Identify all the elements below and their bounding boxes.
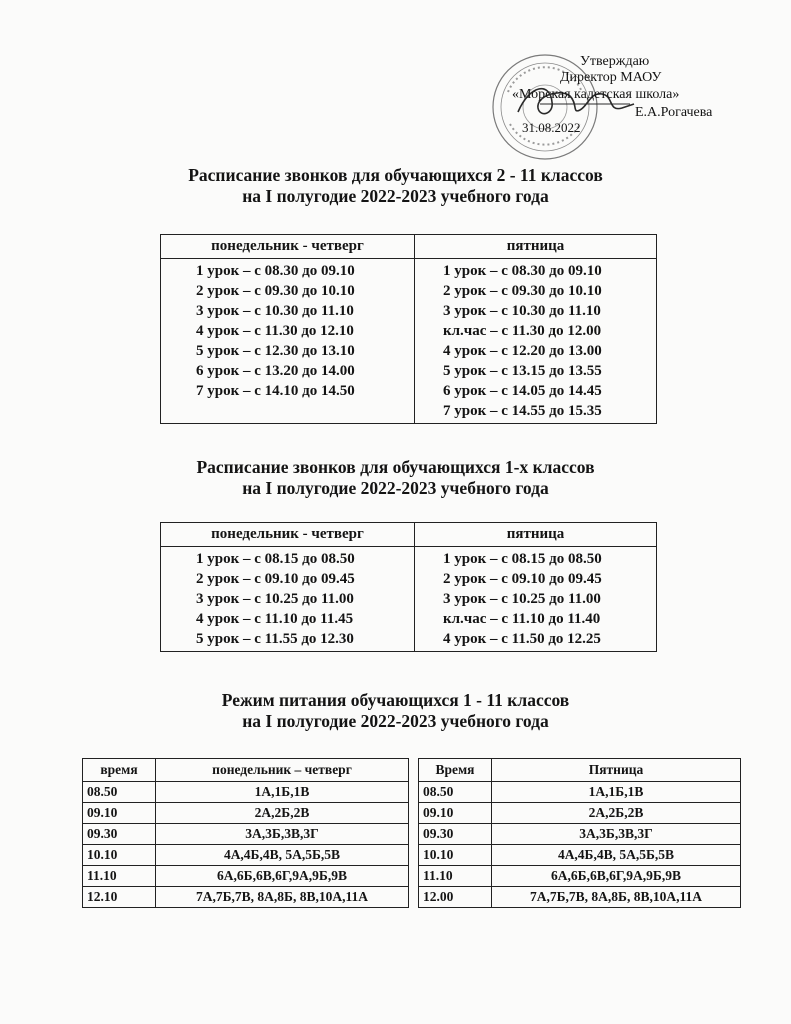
list-item: кл.час – с 11.30 до 12.00 (443, 323, 602, 339)
list-item: 6 урок – с 14.05 до 14.45 (443, 383, 602, 399)
table-row: 12.10 7А,7Б,7В, 8А,8Б, 8В,10А,11А (83, 887, 409, 908)
list-item: 6 урок – с 13.20 до 14.00 (196, 363, 355, 379)
list-item: 1 урок – с 08.30 до 09.10 (196, 263, 355, 279)
list-item: 1 урок – с 08.15 до 08.50 (196, 551, 355, 567)
list-item: 5 урок – с 12.30 до 13.10 (196, 343, 355, 359)
approval-line-approve: Утверждаю (580, 54, 650, 69)
table-row: 08.50 1А,1Б,1В (83, 782, 409, 803)
header-fri: пятница (415, 235, 657, 259)
table-row: 09.10 2А,2Б,2В (419, 803, 741, 824)
list-item: 4 урок – с 11.50 до 12.25 (443, 631, 601, 647)
list-item: 3 урок – с 10.25 до 11.00 (443, 591, 601, 607)
list-item: 4 урок – с 11.30 до 12.10 (196, 323, 354, 339)
schedule-2-11-left-cell (161, 259, 415, 424)
list-item: 4 урок – с 12.20 до 13.00 (443, 343, 602, 359)
list-item: кл.час – с 11.10 до 11.40 (443, 611, 601, 627)
approval-line-position: Директор МАОУ (560, 70, 662, 85)
table-row: 10.10 4А,4Б,4В, 5А,5Б,5В (83, 845, 409, 866)
schedule-2-11-table (160, 234, 657, 424)
list-item: 5 урок – с 13.15 до 13.55 (443, 363, 602, 379)
table-row: 10.10 4А,4Б,4В, 5А,5Б,5В (419, 845, 741, 866)
meal-header-fri: Пятница (492, 759, 741, 782)
table-row: 09.30 3А,3Б,3В,3Г (83, 824, 409, 845)
meal-title: Режим питания обучающихся 1 - 11 классов на I полугодие 2022-2023 учебного года (221, 690, 570, 731)
list-item: 2 урок – с 09.10 до 09.45 (196, 571, 355, 587)
meal-header-time: время (83, 759, 156, 782)
meal-header-mon-thu: понедельник – четверг (156, 759, 409, 782)
approval-line-school: «Морская кадетская школа» (512, 87, 680, 102)
schedule-1-title: Расписание звонков для обучающихся 1-х классов на I полугодие 2022-2023 учебного года (196, 457, 595, 498)
table-row: 09.10 2А,2Б,2В (83, 803, 409, 824)
list-item: 3 урок – с 10.30 до 11.10 (443, 303, 601, 319)
meal-table-fri (418, 758, 741, 908)
list-item: 5 урок – с 11.55 до 12.30 (196, 631, 354, 647)
table-row: 08.50 1А,1Б,1В (419, 782, 741, 803)
schedule-2-11-right-cell (415, 259, 657, 424)
list-item: 1 урок – с 08.30 до 09.10 (443, 263, 602, 279)
header-fri: пятница (415, 523, 657, 547)
approval-block (470, 54, 740, 144)
header-mon-thu: понедельник - четверг (161, 235, 415, 259)
schedule-1-left-cell (161, 547, 415, 652)
schedule-1-right-cell (415, 547, 657, 652)
list-item: 7 урок – с 14.55 до 15.35 (443, 403, 602, 419)
list-item: 7 урок – с 14.10 до 14.50 (196, 383, 355, 399)
table-row: 12.00 7А,7Б,7В, 8А,8Б, 8В,10А,11А (419, 887, 741, 908)
list-item: 1 урок – с 08.15 до 08.50 (443, 551, 602, 567)
list-item: 2 урок – с 09.30 до 10.10 (196, 283, 355, 299)
schedule-1-table (160, 522, 657, 652)
list-item: 2 урок – с 09.30 до 10.10 (443, 283, 602, 299)
list-item: 3 урок – с 10.30 до 11.10 (196, 303, 354, 319)
meal-table-mon-thu (82, 758, 409, 908)
list-item: 3 урок – с 10.25 до 11.00 (196, 591, 354, 607)
list-item: 2 урок – с 09.10 до 09.45 (443, 571, 602, 587)
list-item: 4 урок – с 11.10 до 11.45 (196, 611, 354, 627)
header-mon-thu: понедельник - четверг (161, 523, 415, 547)
table-row: 09.30 3А,3Б,3В,3Г (419, 824, 741, 845)
table-row: 11.10 6А,6Б,6В,6Г,9А,9Б,9В (419, 866, 741, 887)
schedule-2-11-title: Расписание звонков для обучающихся 2 - 11 классов на I полугодие 2022-2023 учебного года (188, 165, 603, 206)
approval-line-name: Е.А.Рогачева (635, 105, 713, 120)
table-row: 11.10 6А,6Б,6В,6Г,9А,9Б,9В (83, 866, 409, 887)
meal-header-time-fri: Время (419, 759, 492, 782)
approval-line-date: 31.08.2022 (522, 120, 581, 135)
